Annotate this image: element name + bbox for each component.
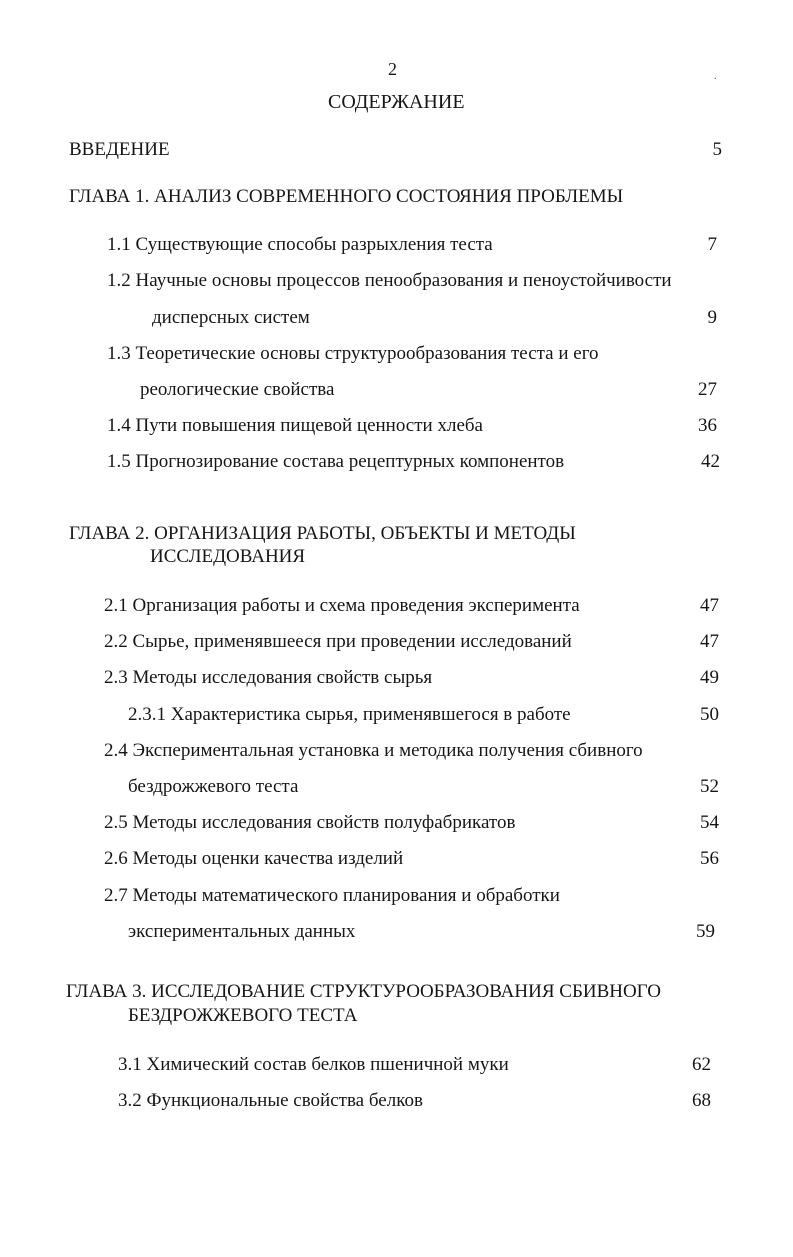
toc-page-3-2: 68 xyxy=(692,1090,711,1111)
toc-item-1-2-cont: дисперсных систем xyxy=(152,307,310,328)
toc-item-1-1: 1.1 Существующие способы разрыхления теста xyxy=(107,234,493,255)
toc-item-1-4: 1.4 Пути повышения пищевой ценности хлеба xyxy=(107,415,483,436)
toc-item-1-2: 1.2 Научные основы процессов пенообразования и пеноустойчивости xyxy=(107,270,672,291)
chapter-3-heading: ГЛАВА 3. ИССЛЕДОВАНИЕ СТРУКТУРООБРАЗОВАНИЯ СБИВНОГО xyxy=(66,981,661,1002)
toc-page-2-6: 56 xyxy=(700,848,719,869)
toc-page-1-3: 27 xyxy=(698,379,717,400)
toc-page-1-5: 42 xyxy=(701,451,720,472)
chapter-2-heading: ГЛАВА 2. ОРГАНИЗАЦИЯ РАБОТЫ, ОБЪЕКТЫ И МЕТОДЫ xyxy=(69,523,576,544)
toc-item-1-3: 1.3 Теоретические основы структурообразования теста и его xyxy=(107,343,599,364)
toc-item-2-7-cont: экспериментальных данных xyxy=(128,921,356,942)
toc-item-2-2: 2.2 Сырье, применявшееся при проведении исследований xyxy=(104,631,572,652)
toc-page-2-3: 49 xyxy=(700,667,719,688)
toc-page-2-3-1: 50 xyxy=(700,704,719,725)
toc-intro-page: 5 xyxy=(712,139,722,160)
toc-item-2-4-cont: бездрожжевого теста xyxy=(128,776,299,797)
toc-item-3-2: 3.2 Функциональные свойства белков xyxy=(118,1090,423,1111)
toc-page-1-2: 9 xyxy=(707,307,717,328)
toc-item-1-5: 1.5 Прогнозирование состава рецептурных компонентов xyxy=(107,451,565,472)
toc-item-2-5: 2.5 Методы исследования свойств полуфабрикатов xyxy=(104,812,516,833)
toc-item-2-3-1: 2.3.1 Характеристика сырья, применявшегося в работе xyxy=(128,704,571,725)
toc-page-3-1: 62 xyxy=(692,1054,711,1075)
chapter-2-heading-cont: ИССЛЕДОВАНИЯ xyxy=(150,546,306,567)
toc-item-2-1: 2.1 Организация работы и схема проведения эксперимента xyxy=(104,595,580,616)
toc-page-2-1: 47 xyxy=(700,595,719,616)
toc-item-1-3-cont: реологические свойства xyxy=(140,379,335,400)
stray-mark: . xyxy=(714,71,717,82)
toc-page-2-4: 52 xyxy=(700,776,719,797)
toc-item-3-1: 3.1 Химический состав белков пшеничной муки xyxy=(118,1054,509,1075)
toc-intro-label: ВВЕДЕНИЕ xyxy=(69,139,170,160)
toc-item-2-6: 2.6 Методы оценки качества изделий xyxy=(104,848,404,869)
page-title: СОДЕРЖАНИЕ xyxy=(328,91,465,113)
page-number: 2 xyxy=(388,59,397,79)
chapter-1-heading: ГЛАВА 1. АНАЛИЗ СОВРЕМЕННОГО СОСТОЯНИЯ ПРОБЛЕМЫ xyxy=(69,186,624,207)
toc-item-2-3: 2.3 Методы исследования свойств сырья xyxy=(104,667,433,688)
toc-item-2-4: 2.4 Экспериментальная установка и методика получения сбивного xyxy=(104,740,643,761)
toc-page-1-1: 7 xyxy=(707,234,717,255)
chapter-3-heading-cont: БЕЗДРОЖЖЕВОГО ТЕСТА xyxy=(128,1005,358,1026)
toc-page-1-4: 36 xyxy=(698,415,717,436)
toc-page-2-7: 59 xyxy=(696,921,715,942)
toc-page-2-2: 47 xyxy=(700,631,719,652)
toc-page-2-5: 54 xyxy=(700,812,719,833)
toc-item-2-7: 2.7 Методы математического планирования и обработки xyxy=(104,885,560,906)
